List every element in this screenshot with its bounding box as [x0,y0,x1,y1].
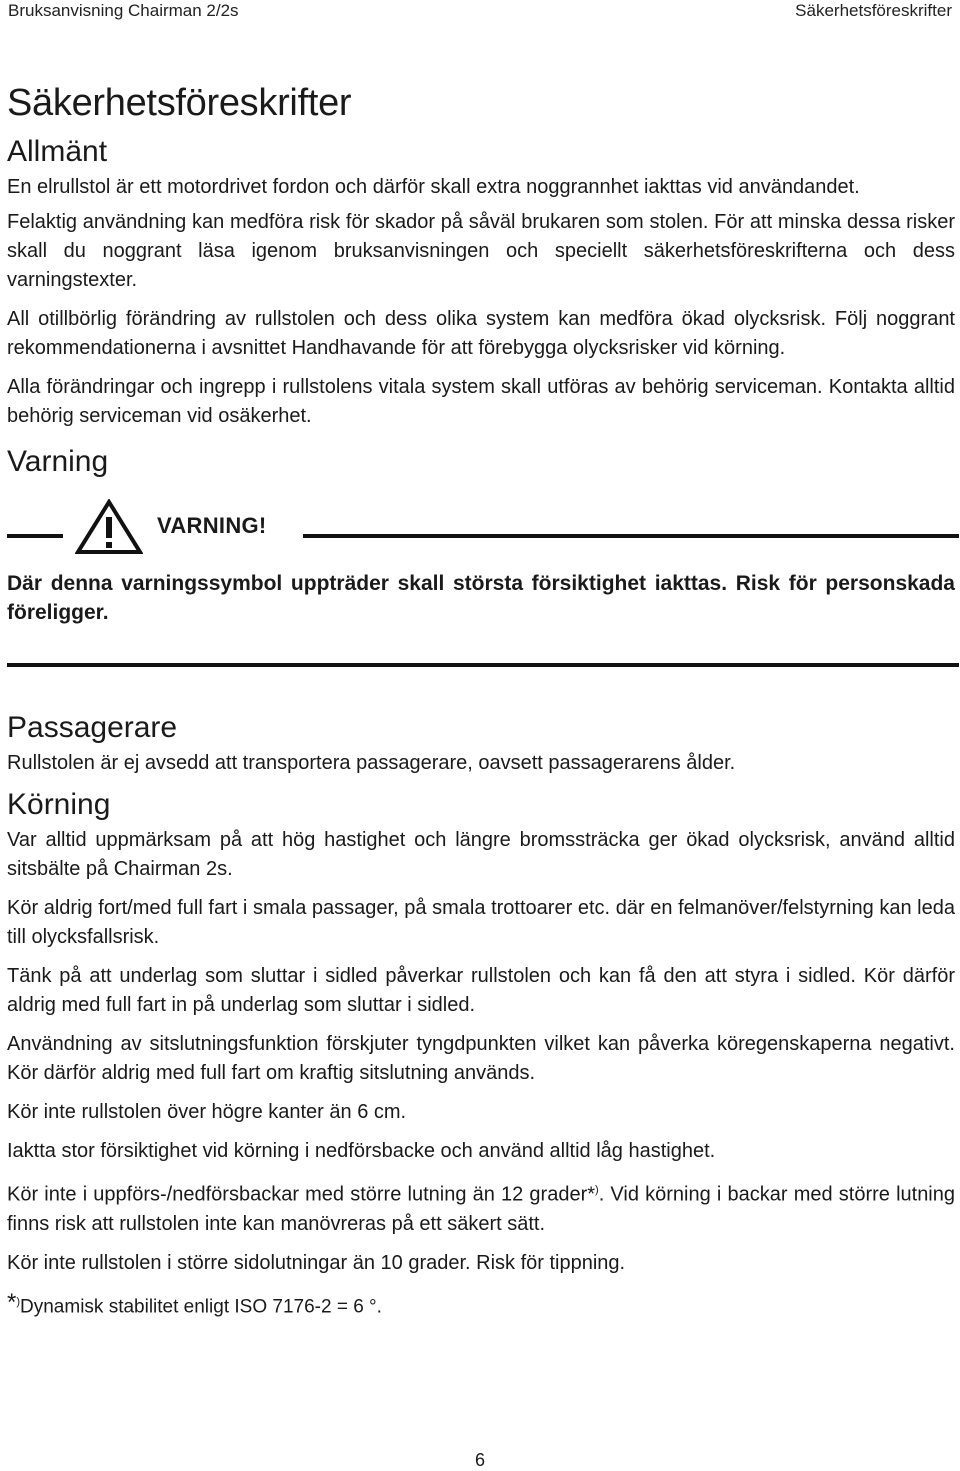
section-allmant [7,135,955,431]
paragraph: Var alltid uppmärksam på att hög hastighet och längre bromssträcka ger ökad olycksrisk, använd alltid sitsbälte på Chairman 2s. [7,829,955,880]
footnote [7,1288,955,1321]
paragraph: Iaktta stor försiktighet vid körning i nedförsbacke och använd alltid låg hastighet. [7,1140,716,1162]
paragraph: Kör aldrig fort/med full fart i smala passager, på smala trottoarer etc. där en felmanöver/felstyrning kan leda till olycksfallsrisk. [7,897,955,948]
warning-text: Där denna varningssymbol uppträder skall största försiktighet iakttas. Risk för personskada föreligger. [7,572,955,624]
heading-varning: Varning [7,445,109,478]
warning-symbol-row [7,499,955,559]
paragraph: Tänk på att underlag som sluttar i sidled påverkar rullstolen och kan få den att styra i sidled. Kör därför aldrig med full fart in på underlag som sluttar i sidled. [7,965,955,1016]
section-korning [7,788,955,1278]
slope-text-before: Kör inte i uppförs-/nedförsbackar med större lutning än 12 grader* [7,1183,596,1206]
warning-line-left [7,534,63,538]
header-section-title: Säkerhetsföreskrifter [795,1,952,20]
page-number: 6 [474,1450,485,1470]
warning-line-right [303,534,959,538]
footnote-marker: * [7,1288,17,1316]
warning-label: VARNING! [157,513,267,538]
paragraph: Kör inte rullstolen i större sidolutningar än 10 grader. Risk för tippning. [7,1251,626,1274]
slope-text-after: . Vid körning i backar med större lutning finns risk att rullstolen inte kan manövreras på ett säkert sätt. [7,1183,955,1235]
footnote-sup: ) [16,1295,21,1308]
heading-passagerare: Passagerare [7,711,178,744]
paragraph-slope [7,1176,955,1239]
section-varning [7,445,955,667]
page-title: Säkerhetsföreskrifter [7,82,352,124]
paragraph: Användning av sitslutningsfunktion förskjuter tyngdpunkten vilket kan påverka köregenskaperna negativt. Kör därför aldrig med full fart om kraftig sitslutning används. [7,1033,955,1084]
warning-triangle-icon [75,499,143,555]
footnote-text: Dynamisk stabilitet enligt ISO 7176-2 = 6 °. [20,1295,382,1317]
paragraph: Felaktig användning kan medföra risk för skador på såväl brukaren som stolen. För att minska dessa risker skall du noggrant läsa igenom bruksanvisningen och speciellt säkerhetsföreskrifterna och dess varningstexter. [7,211,955,291]
section-passagerare [7,711,955,778]
running-header [0,0,960,24]
paragraph: Rullstolen är ej avsedd att transportera passagerare, oavsett passagerarens ålder. [7,752,736,774]
slope-footnote-ref: ) [595,1184,599,1196]
paragraph: All otillbörlig förändring av rullstolen och dess olika system kan medföra ökad olycksrisk. Följ noggrant rekommendationerna i avsnittet Handhavande för att förebygga olycksrisker vid körning. [7,308,955,359]
heading-allmant: Allmänt [7,135,108,168]
paragraph: Kör inte rullstolen över högre kanter än 6 cm. [7,1101,407,1123]
paragraph: En elrullstol är ett motordrivet fordon och därför skall extra noggrannhet iakttas vid användandet. [7,176,860,198]
section-divider [7,663,959,667]
header-document-title: Bruksanvisning Chairman 2/2s [8,1,239,20]
paragraph: Alla förändringar och ingrepp i rullstolens vitala system skall utföras av behörig serviceman. Kontakta alltid behörig serviceman vid osäkerhet. [7,376,955,427]
page-content [7,82,955,1321]
heading-korning: Körning [7,788,111,821]
